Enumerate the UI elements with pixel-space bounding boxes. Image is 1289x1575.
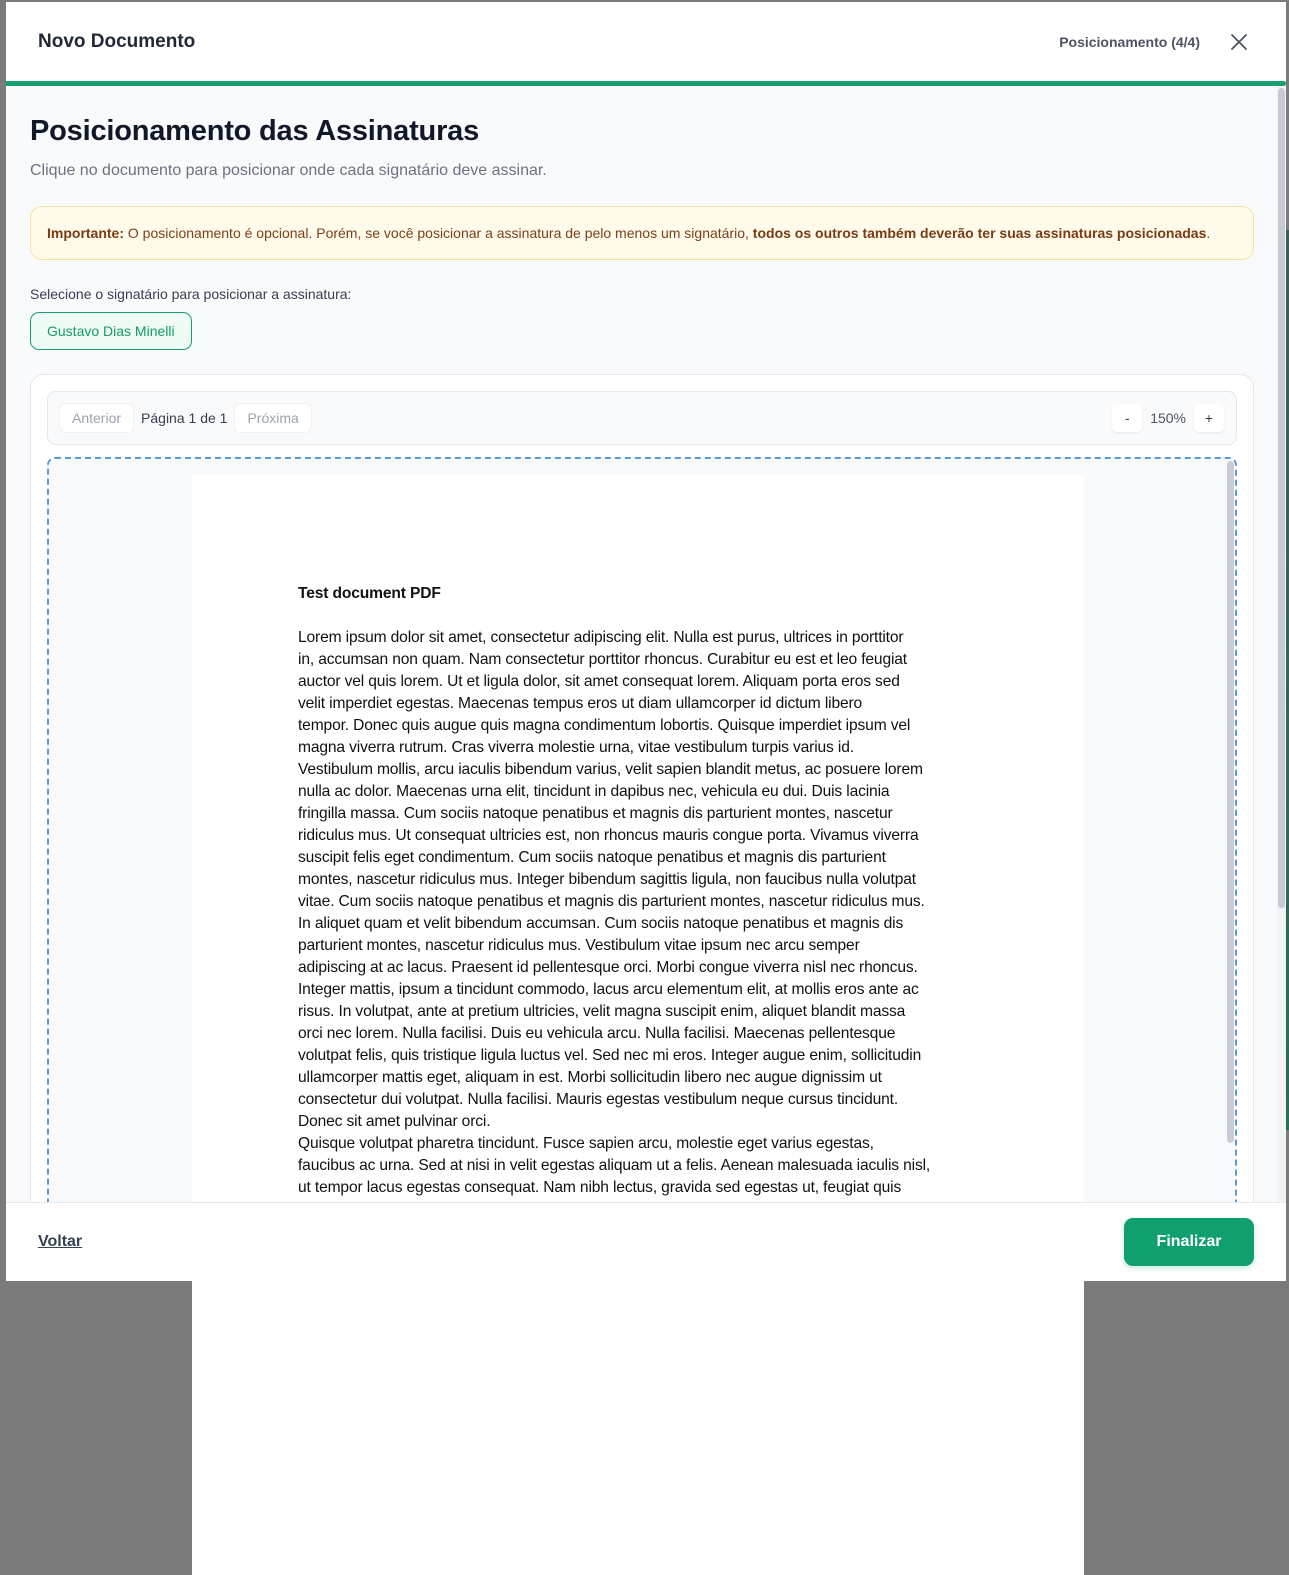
page-indicator: Página 1 de 1 (141, 410, 228, 426)
modal-scrollbar[interactable] (1277, 86, 1286, 1202)
pdf-line: Lorem ipsum dolor sit amet, consectetur adipiscing elit. Nulla est purus, ultrices in porttitor (298, 629, 904, 646)
zoom-out-button[interactable]: - (1112, 404, 1142, 432)
pdf-line: volutpat felis, quis tristique ligula luctus vel. Sed nec mi eros. Integer augue enim, sollicitudin (298, 1047, 922, 1064)
pdf-line: orci nec lorem. Nulla facilisi. Duis eu vehicula arcu. Nulla facilisi. Maecenas pellentesque (298, 1025, 896, 1042)
finish-button[interactable]: Finalizar (1124, 1218, 1254, 1266)
pdf-line: Integer mattis, ipsum a tincidunt commodo, lacus arcu elementum elit, at mollis eros ante ac (298, 981, 919, 998)
pdf-text (298, 583, 988, 1221)
pdf-line: ullamcorper mattis eget, aliquam in est. Morbi sollicitudin libero nec augue dignissim ut (298, 1069, 882, 1086)
new-document-modal (6, 2, 1286, 1281)
modal-title: Novo Documento (38, 30, 196, 52)
important-alert (30, 206, 1254, 260)
pdf-line: auctor vel quis lorem. Ut et ligula dolor, sit amet consequat lorem. Aliquam porta eros sed (298, 673, 900, 690)
back-button[interactable]: Voltar (38, 1233, 83, 1250)
viewer-toolbar (47, 391, 1237, 445)
modal-scrollbar-thumb[interactable] (1278, 88, 1285, 908)
pdf-line: tempor. Donec quis augue quis magna condimentum lobortis. Quisque imperdiet ipsum vel (298, 717, 911, 734)
pdf-line: fringilla massa. Cum sociis natoque penatibus et magnis dis parturient montes, nascetur (298, 805, 893, 822)
pdf-viewer (30, 374, 1254, 1274)
pdf-line: velit imperdiet egestas. Maecenas tempus eros ut diam ullamcorper id dictum libero (298, 695, 863, 712)
pdf-line: Vestibulum mollis, arcu iaculis bibendum varius, velit sapien blandit metus, ac posuere lorem (298, 761, 923, 778)
modal-footer (6, 1202, 1286, 1281)
next-page-button[interactable]: Próxima (235, 404, 310, 432)
pdf-line: in, accumsan non quam. Nam consectetur porttitor rhoncus. Curabitur eu est et leo feugiat (298, 651, 907, 668)
header-right (1059, 29, 1254, 55)
previous-page-button[interactable]: Anterior (60, 404, 133, 432)
pdf-line: parturient montes, nascetur ridiculus mus. Vestibulum vitae ipsum nec arcu semper (298, 937, 860, 954)
pdf-line: magna viverra rutrum. Cras viverra molestie urna, vitae vestibulum turpis varius id. (298, 739, 854, 756)
pdf-line: Donec sit amet pulvinar orci. (298, 1113, 491, 1130)
close-icon (1230, 33, 1248, 51)
page-subtitle: Clique no documento para posicionar onde cada signatário deve assinar. (30, 162, 547, 179)
pdf-heading: Test document PDF (298, 585, 441, 602)
signer-select-label: Selecione o signatário para posicionar a assinatura: (30, 286, 352, 302)
zoom-level: 150% (1150, 410, 1186, 426)
pdf-line: In aliquet quam et velit bibendum accumsan. Cum sociis natoque penatibus et magnis dis (298, 915, 904, 932)
close-button[interactable] (1226, 29, 1252, 55)
pdf-body (298, 627, 988, 1221)
page-title: Posicionamento das Assinaturas (30, 115, 480, 147)
alert-emphasis: todos os outros também deverão ter suas assinaturas posicionadas (752, 225, 1207, 241)
signer-chip-gustavo-dias-minelli[interactable]: Gustavo Dias Minelli (30, 312, 192, 350)
modal-body (6, 86, 1286, 1202)
pdf-line: vitae. Cum sociis natoque penatibus et magnis dis parturient montes, nascetur ridiculus mus. (298, 893, 925, 910)
pdf-line: Quisque volutpat pharetra tincidunt. Fusce sapien arcu, molestie eget varius egestas, (298, 1135, 874, 1152)
alert-label: Importante: (47, 225, 124, 241)
viewer-scrollbar-thumb[interactable] (1227, 461, 1234, 1143)
modal-header (6, 2, 1286, 81)
pdf-line: ridiculus mus. Ut consequat ultricies est, non rhoncus mauris congue porta. Vivamus viverra (298, 827, 919, 844)
pdf-line: faucibus ac urna. Sed at nisi in velit egestas aliquam ut a felis. Aenean malesuada iaculis nisl, (298, 1157, 931, 1174)
pdf-page[interactable] (192, 475, 1084, 1575)
alert-text: O posicionamento é opcional. Porém, se você posicionar a assinatura de pelo menos um signatário, (124, 225, 753, 241)
pdf-line: suscipit felis eget condimentum. Cum sociis natoque penatibus et magnis dis parturient (298, 849, 886, 866)
content (30, 86, 1254, 1196)
signature-placement-area[interactable] (47, 457, 1237, 1277)
pdf-line: nulla ac dolor. Maecenas urna elit, tincidunt in dapibus nec, vehicula eu dui. Duis lacinia (298, 783, 890, 800)
pdf-line: consectetur dui volutpat. Nulla facilisi. Mauris egestas vestibulum neque cursus tincidunt. (298, 1091, 899, 1108)
zoom-controls (1112, 404, 1224, 432)
alert-end: . (1206, 225, 1211, 241)
pdf-line: risus. In volutpat, ante at pretium ultricies, velit magna suscipit enim, aliquet blandit massa (298, 1003, 906, 1020)
pdf-line: adipiscing at ac lacus. Praesent id pellentesque orci. Morbi congue viverra nisl nec rhoncus. (298, 959, 918, 976)
pdf-line: ut tempor lacus egestas consequat. Nam nibh lectus, gravida sed egestas ut, feugiat quis (298, 1179, 902, 1196)
step-indicator: Posicionamento (4/4) (1059, 33, 1200, 50)
pdf-line: montes, nascetur ridiculus mus. Integer bibendum sagittis ligula, non faucibus nulla volutpat (298, 871, 916, 888)
zoom-in-button[interactable]: + (1194, 404, 1224, 432)
